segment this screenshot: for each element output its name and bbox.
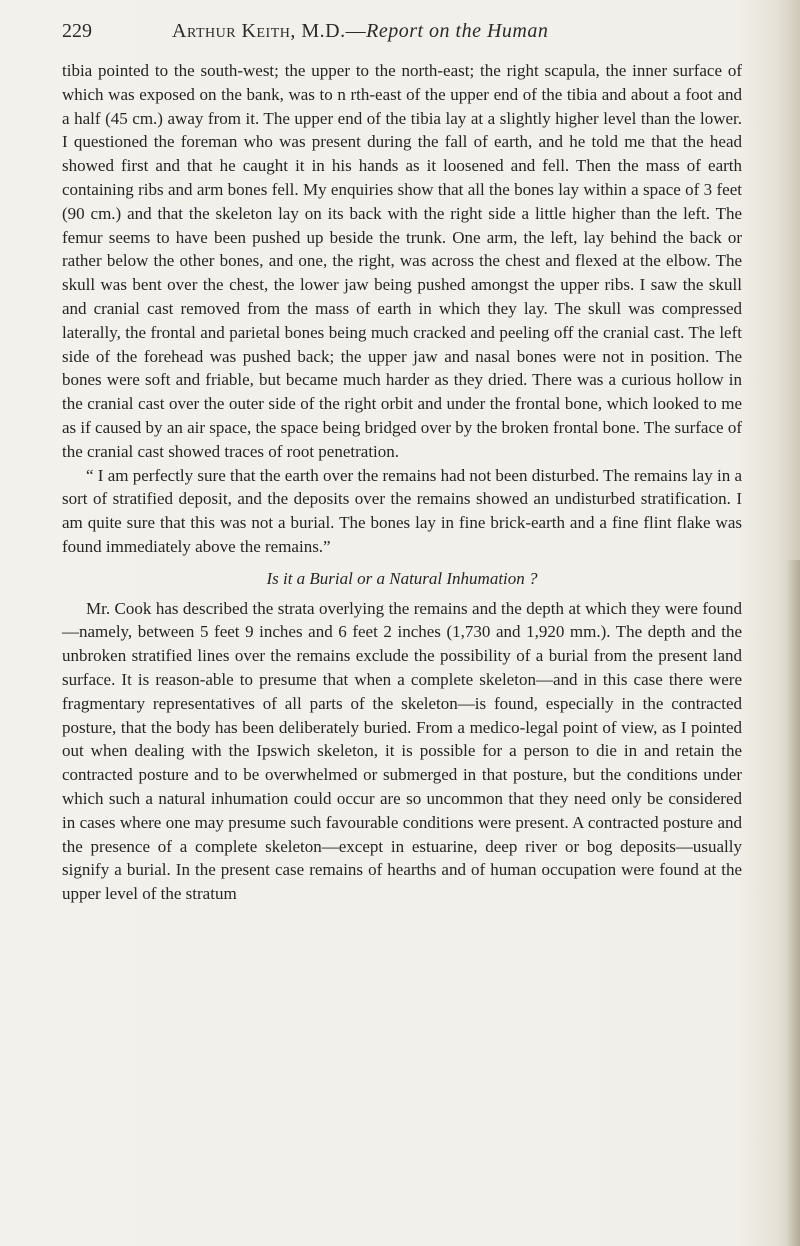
page-number: 229	[62, 20, 92, 42]
title-separator: —	[345, 20, 367, 42]
body-text	[62, 59, 742, 906]
page-edge-shadow	[786, 560, 800, 1246]
running-title	[172, 20, 548, 43]
paragraph-quote: “ I am perfectly sure that the earth over the remains had not been disturbed. The remains lay in a sort of stratified deposit, and the deposits over the remains showed an undisturbed stratification. I am quite sure that this was not a burial. The bones lay in fine brick-earth and a fine flint flake was found immediately above the remains.”	[62, 465, 742, 556]
report-title: Report on the Human	[366, 20, 549, 42]
running-header	[62, 20, 742, 50]
section-heading: Is it a Burial or a Natural Inhumation ?	[266, 568, 538, 588]
author-name: Arthur Keith, M.D.	[172, 20, 346, 42]
paragraph-continued: tibia pointed to the south-west; the upper to the north-east; the right scapula, the inner surface of which was exposed on the bank, was to n rth-east of the upper end of the tibia and about a foot and a half (45 cm.) away from it. The upper end of the tibia lay at a slightly higher level than the lower. I questioned the foreman who was present during the fall of earth, and he told me that the head showed first and that he caught it in his hands as it loosened and fell. Then the mass of earth containing ribs and arm bones fell. My enquiries show that all the bones lay within a space of 3 feet (90 cm.) and that the skeleton lay on its back with the right side a little higher than the left. The femur seems to have been pushed up beside the trunk. One arm, the left, lay behind the back or rather below the other bones, and one, the right, was across the chest and flexed at the elbow. The skull was bent over the chest, the lower jaw being pushed amongst the upper ribs. I saw the skull and cranial cast removed from the mass of earth in which they lay. The skull was compressed laterally, the frontal and parietal bones being much cracked and peeling off the cranial cast. The left side of the forehead was pushed back; the upper jaw and nasal bones were not in position. The bones were soft and friable, but became much harder as they dried. There was a curious hollow in the cranial cast over the outer side of the right orbit and under the frontal bone, which looked to me as if caused by an air space, the space being bridged over by the broken frontal bone. The surface of the cranial cast showed traces of root penetration.	[62, 61, 742, 461]
paragraph-section: Mr. Cook has described the strata overlying the remains and the depth at which they were found—namely, between 5 feet 9 inches and 6 feet 2 inches (1,730 and 1,920 mm.). The depth and the unbroken stratified lines over the remains exclude the possibility of a burial from the present land surface. It is reason-able to presume that when a complete skeleton—and in this case there were fragmentary representatives of all parts of the skeleton—is found, especially in the contracted posture, that the body has been deliberately buried. From a medico-legal point of view, as I pointed out when dealing with the Ipswich skeleton, it is possible for a person to die in and retain the contracted posture and to be overwhelmed or submerged in that posture, but the conditions under which such a natural inhumation could occur are so uncommon that they need only be considered in cases where one may presume such favourable conditions were present. A contracted posture and the presence of a complete skeleton—except in estuarine, deep river or bog deposits—usually signify a burial. In the present case remains of hearths and of human occupation were found at the upper level of the stratum	[62, 598, 742, 904]
